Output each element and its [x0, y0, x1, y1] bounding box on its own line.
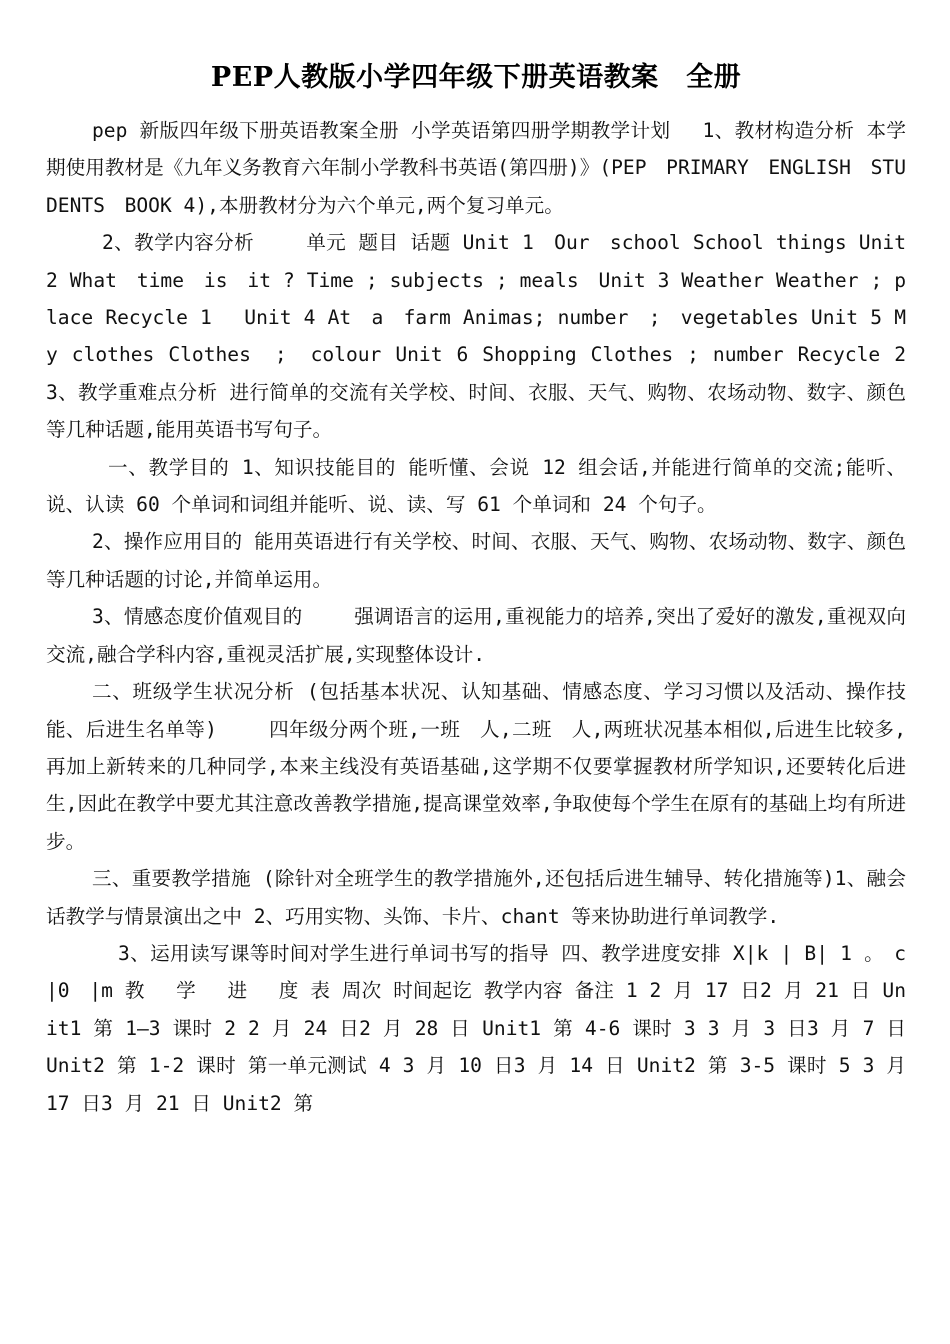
document-title: PEP人教版小学四年级下册英语教案 全册 [210, 62, 742, 93]
paragraph-intro: pep 新版四年级下册英语教案全册 小学英语第四册学期教学计划 1、教材构造分析 本学期使用教材是《九年义务教育六年制小学教科书英语(第四册)》(PEP PRIMARY ENGLISH STUDENTS BOOK 4),本册教材分为六个单元,两个复习单元。 [46, 119, 906, 217]
paragraph-attitude-goals: 3、情感态度价值观目的 强调语言的运用,重视能力的培养,突出了爱好的激发,重视双向交流,融合学科内容,重视灵活扩展,实现整体设计. [46, 605, 906, 666]
paragraph-content-analysis: 2、教学内容分析 单元 题目 话题 Unit 1 Our school School things Unit 2 What time is it ? Time ; subjects ; meals Unit 3 Weather Weather ; place Recycle 1 Unit 4 At a farm Animas; number ; vegetables Unit 5 My clothes Clothes ; colour Unit 6 Shopping Clothes ; number Recycle 2 3、教学重难点分析 进行简单的交流有关学校、时间、衣服、天气、购物、农场动物、数字、颜色等几种话题,能用英语书写句子。 [46, 231, 946, 442]
paragraph-application-goals: 2、操作应用目的 能用英语进行有关学校、时间、衣服、天气、购物、农场动物、数字、颜色等几种话题的讨论,并简单运用。 [46, 530, 906, 591]
document-page [46, 58, 946, 1122]
paragraph-teaching-measures: 三、重要教学措施 (除针对全班学生的教学措施外,还包括后进生辅导、转化措施等)1、融会话教学与情景演出之中 2、巧用实物、头饰、卡片、chant 等来协助进行单词教学. [46, 867, 906, 928]
paragraph-schedule: 3、运用读写课等时间对学生进行单词书写的指导 四、教学进度安排 X|k | B| 1 。 c |0 |m 教 学 进 度 表 周次 时间起讫 教学内容 备注 1 2 月 17 日2 月 21 日 Unit1 第 1—3 课时 2 2 月 24 日2 月 28 日 Unit1 第 4-6 课时 3 3 月 3 日3 月 7 日 Unit2 第 1-2 课时 第一单元测试 4 3 月 10 日3 月 14 日 Unit2 第 3-5 课时 5 3 月 17 日3 月 21 日 Unit2 第 [46, 941, 906, 1115]
paragraph-student-analysis: 二、班级学生状况分析 (包括基本状况、认知基础、情感态度、学习习惯以及活动、操作技能、后进生名单等) 四年级分两个班,一班 人,二班 人,两班状况基本相似,后进生比较多,再加上新转来的几种同学,本来主线没有英语基础,这学期不仅要掌握教材所学知识,还要转化后进生,因此在教学中要尤其注意改善教学措施,提高课堂效率,争取使每个学生在原有的基础上均有所进步。 [46, 680, 906, 853]
paragraph-teaching-goals: 一、教学目的 1、知识技能目的 能听懂、会说 12 组会话,并能进行简单的交流;能听、说、认读 60 个单词和词组并能听、说、读、写 61 个单词和 24 个句子。 [46, 455, 906, 517]
